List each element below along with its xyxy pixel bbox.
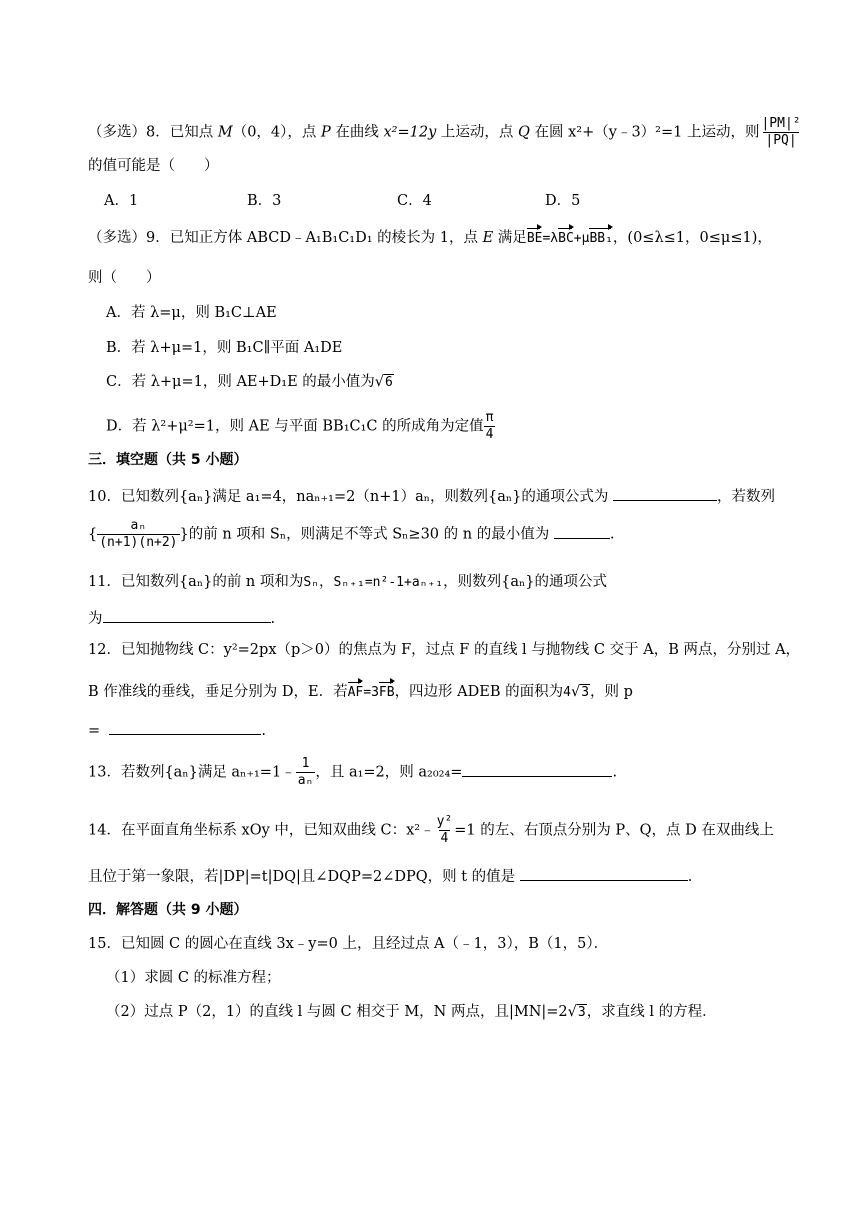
- question-14-line2: [88, 864, 692, 887]
- circle-equation: x²+（y﹣3）²=1: [568, 124, 683, 141]
- point-q: Q: [518, 124, 530, 141]
- question-9-line2: 则（ ）: [88, 270, 161, 286]
- vector-bc: BC: [558, 229, 574, 249]
- text: （0，4），点: [232, 124, 322, 141]
- text: 上运动，则: [682, 124, 760, 141]
- answer-blank[interactable]: [520, 864, 688, 881]
- text: ，则 p: [590, 684, 633, 700]
- option-b[interactable]: B．若 λ+μ=1，则 B₁C∥平面 A₁DE: [106, 340, 343, 356]
- option-b[interactable]: B．3: [247, 193, 282, 209]
- text: =1 的左、右顶点分别为 P、Q，点 D 在双曲线上: [454, 822, 774, 839]
- radicand: 3: [581, 685, 590, 700]
- fraction-numerator: 1: [301, 756, 310, 771]
- question-tag: （多选）9．: [88, 230, 170, 246]
- fraction-pi-4: [484, 410, 496, 443]
- question-tag: （多选）8．: [88, 124, 170, 141]
- section-3-title: 三．填空题（共 5 小题）: [88, 452, 248, 468]
- curve-equation: x²=12y: [383, 124, 437, 141]
- text: B 作准线的垂线，垂足分别为 D，E．若: [88, 684, 348, 700]
- relation: Sₙ₊₁=n²-1+aₙ₊₁: [333, 575, 444, 590]
- text: +μ: [573, 231, 590, 246]
- radicand: 3: [577, 1005, 586, 1020]
- fraction-pm-pq: [759, 116, 802, 149]
- answer-blank[interactable]: [109, 718, 261, 735]
- text: =λ: [542, 231, 559, 246]
- text: 4: [563, 685, 571, 700]
- option-a[interactable]: A．若 λ=μ，则 B₁C⊥AE: [106, 305, 277, 321]
- sqrt-expression: √3: [570, 684, 590, 700]
- text: 的前 n 项和 Sₙ，则满足不等式 Sₙ≥30 的 n 的最小值为: [188, 526, 554, 543]
- section-4-title: 四．解答题（共 9 小题）: [88, 902, 248, 918]
- text: 13．若数列{aₙ}满足 aₙ₊₁=1﹣: [88, 764, 296, 781]
- point-m: M: [217, 124, 233, 141]
- fraction-denominator: (n+1)(n+2): [99, 535, 178, 550]
- text: =3: [363, 685, 379, 700]
- fraction-1-an: [296, 756, 316, 789]
- option-text: D．若 λ²+μ²=1，则 AE 与平面 BB₁C₁C 的所成角为定值: [106, 418, 484, 435]
- text: ，: [319, 574, 334, 590]
- text: 且位于第一象限，若|DP|=t|DQ|且∠DQP=2∠DPQ，则 t 的值是: [88, 869, 520, 885]
- question-10-line2: [88, 518, 614, 551]
- text: 满足: [493, 230, 527, 246]
- brace: }: [179, 526, 189, 543]
- sn-symbol: Sₙ: [303, 575, 320, 590]
- vector-af: AF: [348, 683, 364, 703]
- text: ，则数列{aₙ}的通项公式: [443, 574, 607, 590]
- question-8: [88, 116, 803, 149]
- fraction-denominator: |PQ|: [765, 133, 797, 148]
- text: .: [261, 723, 266, 739]
- text: 11．已知数列{aₙ}的前 n 项和为: [88, 574, 304, 590]
- option-d[interactable]: D．5: [545, 193, 581, 209]
- text: .: [687, 869, 693, 885]
- fraction-denominator: 4: [440, 831, 449, 846]
- vector-fb: FB: [379, 683, 395, 703]
- text: （2）过点 P（2，1）的直线 l 与圆 C 相交于 M，N 两点，且|MN|=2: [106, 1004, 568, 1020]
- fraction-denominator: 4: [485, 427, 494, 442]
- question-12: 12．已知抛物线 C：y²=2px（p＞0）的焦点为 F，过点 F 的直线 l 与抛物线 C 交于 A，B 两点，分别过 A，: [88, 642, 801, 658]
- text: ，且 a₁=2，则 a₂₀₂₄=: [315, 764, 463, 781]
- text: 已知点: [169, 124, 218, 141]
- option-c[interactable]: C．4: [397, 193, 432, 209]
- brace: {: [88, 526, 98, 543]
- vector-be: BE: [527, 229, 543, 249]
- option-d[interactable]: [106, 410, 495, 443]
- question-11-line2: [88, 606, 275, 629]
- text: =: [88, 723, 101, 739]
- question-11: [88, 572, 607, 593]
- fraction-an: [97, 518, 179, 551]
- question-8-line2: 的值可能是（ ）: [88, 158, 219, 174]
- fraction-numerator: y²: [436, 814, 453, 829]
- text: 在圆: [529, 124, 569, 141]
- point-e: E: [482, 230, 494, 246]
- question-15: 15．已知圆 C 的圆心在直线 3x﹣y=0 上，且经过点 A（﹣1，3），B（1，5）．: [88, 936, 609, 952]
- text: 14．在平面直角坐标系 xOy 中，已知双曲线 C：x²﹣: [88, 822, 435, 839]
- text: ，四边形 ADEB 的面积为: [394, 684, 564, 700]
- text: 为: [88, 611, 103, 627]
- text: 已知正方体 ABCD﹣A₁B₁C₁D₁ 的棱长为 1，点: [169, 230, 483, 246]
- question-10: [88, 484, 775, 507]
- fraction-numerator: aₙ: [130, 518, 147, 533]
- radicand: 6: [385, 375, 393, 390]
- option-text: C．若 λ+μ=1，则 AE+D₁E 的最小值为: [106, 374, 375, 390]
- condition-text: ，(0≤λ≤1，0≤μ≤1)，: [612, 230, 772, 246]
- question-12-line3: [88, 718, 266, 741]
- text: ，若数列: [716, 489, 775, 505]
- answer-blank[interactable]: [554, 522, 610, 539]
- question-13: [88, 756, 617, 789]
- fraction-denominator: aₙ: [297, 773, 314, 788]
- text: 10．已知数列{aₙ}满足 a₁=4，naₙ₊₁=2（n+1）aₙ，则数列{aₙ}的通项公式为: [88, 489, 613, 505]
- question-12-line2: [88, 682, 633, 703]
- fraction-y2-4: [435, 814, 455, 847]
- sqrt-expression: √6: [374, 374, 393, 390]
- text: ，求直线 l 的方程．: [586, 1004, 717, 1020]
- vector-bb1: BB₁: [589, 229, 612, 249]
- fraction-numerator: |PM|²: [761, 116, 801, 131]
- text: 在曲线: [330, 124, 384, 141]
- option-a[interactable]: A．1: [104, 193, 139, 209]
- sqrt-expression: √3: [567, 1004, 586, 1020]
- text: 上运动，点: [436, 124, 519, 141]
- point-p: P: [321, 124, 331, 141]
- answer-blank[interactable]: [103, 606, 271, 623]
- question-15-part2: [106, 1002, 717, 1023]
- answer-blank[interactable]: [462, 760, 612, 777]
- question-14: [88, 814, 774, 847]
- question-9: [88, 228, 772, 249]
- text: .: [612, 764, 618, 781]
- question-15-part1: （1）求圆 C 的标准方程；: [106, 970, 281, 986]
- option-c[interactable]: [106, 372, 394, 393]
- text: .: [270, 611, 276, 627]
- fraction-numerator: π: [485, 410, 494, 425]
- text: .: [609, 526, 615, 543]
- answer-blank[interactable]: [613, 484, 717, 501]
